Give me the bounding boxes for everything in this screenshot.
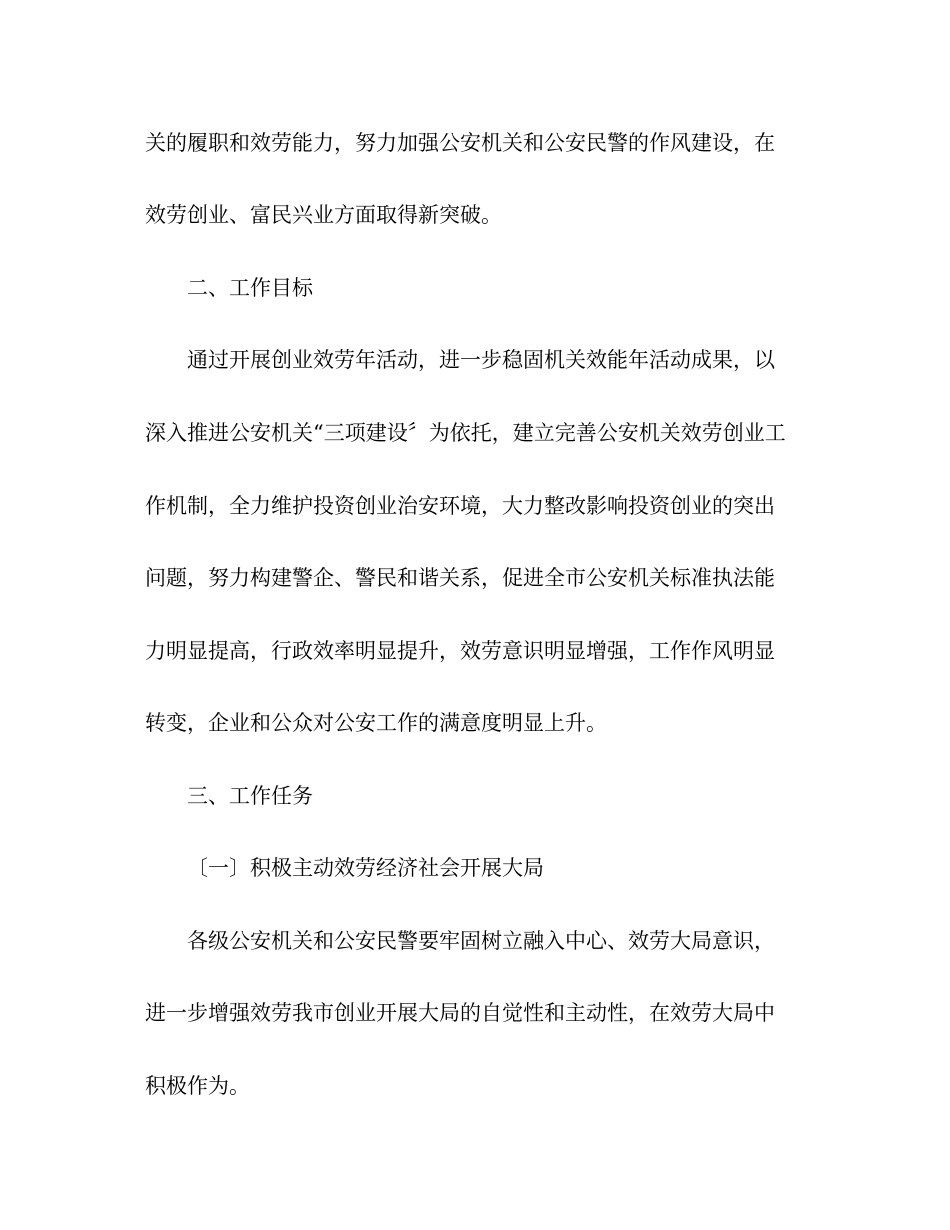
paragraph-line: 深入推进公安机关“三项建设〞为依托，建立完善公安机关效劳创业工 [145,421,786,445]
section-heading: 二、工作目标 [187,276,313,300]
paragraph-line: 各级公安机关和公安民警要牢固树立融入中心、效劳大局意识， [187,929,775,953]
paragraph-line: 问题，努力构建警企、警民和谐关系，促进全市公安机关标准执法能 [145,566,775,590]
paragraph-line: 转变，企业和公众对公安工作的满意度明显上升。 [145,711,607,735]
section-heading: 三、工作任务 [187,784,313,808]
paragraph-line: 通过开展创业效劳年活动，进一步稳固机关效能年活动成果，以 [187,348,775,372]
paragraph-line: 效劳创业、富民兴业方面取得新突破。 [145,203,502,227]
paragraph-line: 作机制，全力维护投资创业治安环境，大力整改影响投资创业的突出 [145,494,775,518]
paragraph-line: 积极作为。 [145,1074,250,1098]
paragraph-line: 力明显提高，行政效率明显提升，效劳意识明显增强，工作作风明显 [145,639,775,663]
subsection-heading: 〔一〕积极主动效劳经济社会开展大局 [187,856,544,880]
paragraph-line: 关的履职和效劳能力，努力加强公安机关和公安民警的作风建设，在 [145,131,775,155]
paragraph-line: 进一步增强效劳我市创业开展大局的自觉性和主动性，在效劳大局中 [145,1001,775,1025]
